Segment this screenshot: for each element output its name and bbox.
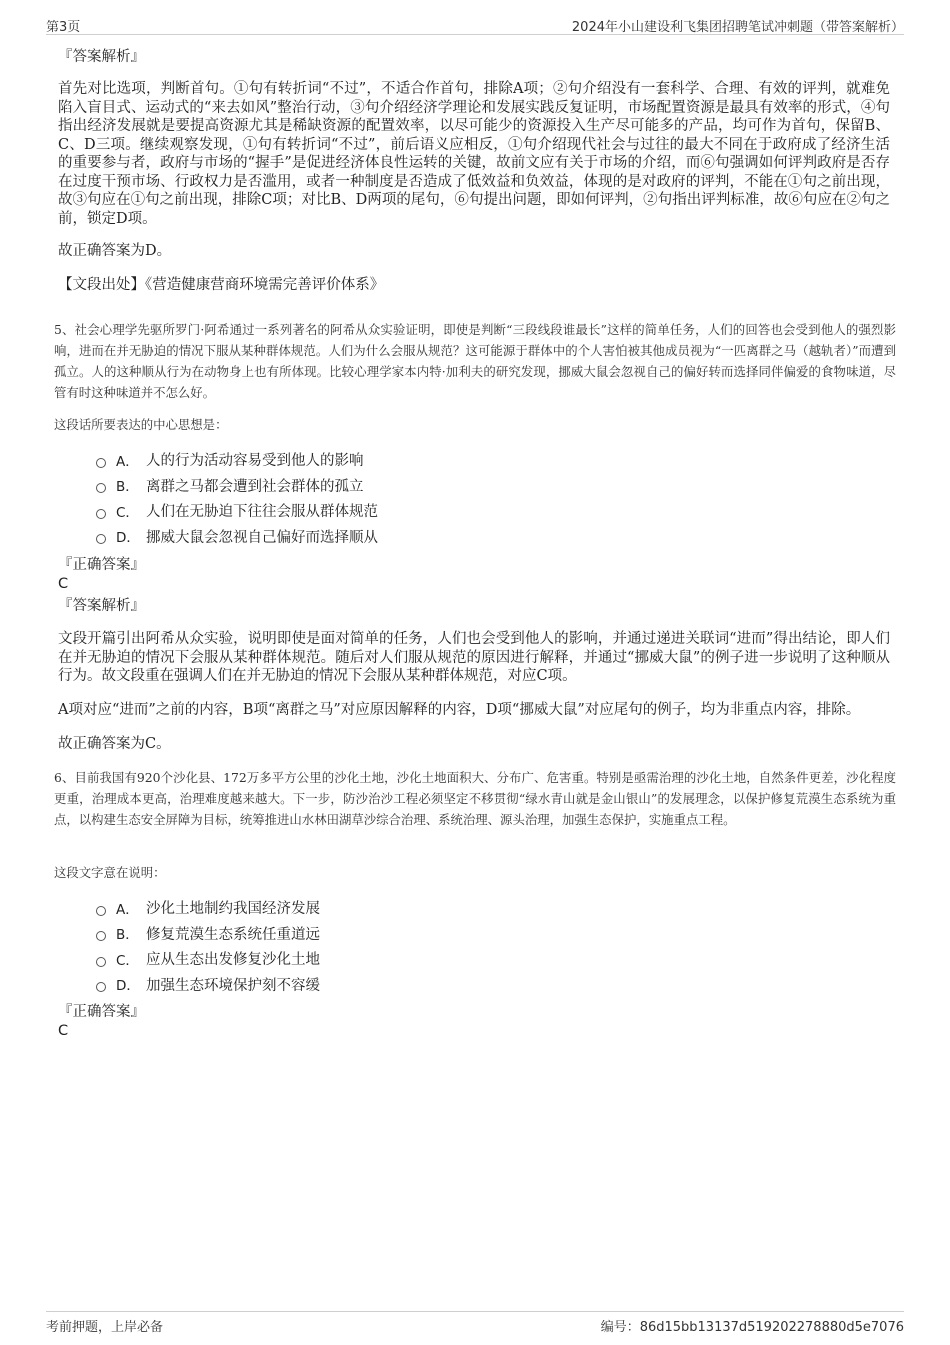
footer-slogan: 考前押题，上岸必备 [46,1320,164,1335]
option-text: 沙化土地制约我国经济发展 [146,901,320,918]
radio-button[interactable] [96,483,106,493]
option-text: 离群之马都会遭到社会群体的孤立 [146,478,364,495]
answer-value: C [58,576,69,592]
analysis-text: A项对应“进而”之前的内容，B项“离群之马”对应原因解释的内容，D项“挪威大鼠”对应尾句的例子，均为非重点内容，排除。 [58,702,861,718]
option-c[interactable] [96,946,320,972]
option-letter: C． [116,952,139,969]
option-b[interactable] [96,473,378,499]
question-6-options [96,895,320,997]
source-text: 【文段出处】《营造健康营商环境需完善评价体系》 [58,277,385,293]
option-text: 人的行为活动容易受到他人的影响 [146,453,364,470]
conclusion-text: 故正确答案为C。 [58,736,171,752]
option-letter: B． [116,479,139,496]
page-header [46,14,904,35]
option-letter: B． [116,927,139,944]
option-text: 挪威大鼠会忽视自己偏好而选择顺从 [146,529,378,546]
question-5-options [96,447,378,549]
answer-value: C [58,1023,69,1039]
radio-button[interactable] [96,957,106,967]
radio-button[interactable] [96,931,106,941]
option-c[interactable] [96,498,378,524]
radio-button[interactable] [96,534,106,544]
option-text: 人们在无胁迫下往往会服从群体规范 [146,504,378,521]
question-5-prompt: 这段话所要表达的中心思想是： [54,417,228,432]
document-title: 2024年小山建设利飞集团招聘笔试冲刺题（带答案解析） [571,20,904,35]
question-6-text: 6、目前我国有920个沙化县、172万多平方公里的沙化土地，沙化土地面积大、分布广、危害重。特别是亟需治理的沙化土地，自然条件更差，沙化程度更重，治理成本更高，治理难度越来越大。下一步，防沙治沙工程必须坚定不移贯彻“绿水青山就是金山银山”的发展理念，以保护修复荒漠生态系统为重点，以构建生态安全屏障为目标，统筹推进山水林田湖草沙综合治理、系统治理、源头治理，加强生态保护，实施重点工程。 [54,770,896,827]
analysis-text: 文段开篇引出阿希从众实验，说明即使是面对简单的任务，人们也会受到他人的影响，并通过递进关联词“进而”得出结论，即人们在并无胁迫的情况下会服从某种群体规范。随后对人们服从规范的原因进行解释，并通过“挪威大鼠”的例子进一步说明了这种顺从行为。故文段重在强调人们在并无胁迫的情况下会服从某种群体规范，对应C项。 [58,631,890,684]
option-text: 应从生态出发修复沙化土地 [146,952,320,969]
option-letter: A． [116,453,139,470]
radio-button[interactable] [96,509,106,519]
analysis-text: 首先对比选项，判断首句。①句有转折词“不过”，不适合作首句，排除A项；②句介绍没有一套科学、合理、有效的评判，就难免陷入盲目式、运动式的“来去如风”整治行动，③句介绍经济学理论和发展实践反复证明，市场配置资源是最具有效率的形式，④句指出经济发展就是要提高资源尤其是稀缺资源的配置效率，以尽可能少的资源投入生产尽可能多的产品，均可作为首句，保留B、C、D三项。继续观察发现，①句有转折词“不过”，前后语义应相反，①句介绍现代社会与过往的最大不同在于政府成了经济生活的重要参与者，政府与市场的“握手”是促进经济体良性运转的关键，故前文应有关于市场的介绍，而⑥句强调如何评判政府是否存在过度干预市场、行政权力是否滥用，或者一种制度是否造成了低效益和负效益，体现的是对政府的评判，不能在①句之前出现，故③句应在①句之前出现，排除C项；对比B、D两项的尾句，⑥句提出问题，即如何评判，②句指出评判标准，故⑥句应在②句之前，锁定D项。 [58,81,890,227]
option-b[interactable] [96,921,320,947]
conclusion-text: 故正确答案为D。 [58,243,172,259]
page-number: 第3页 [46,20,81,35]
document-id: 编号：86d15bb13137d519202278880d5e7076 [600,1320,904,1335]
question-6-prompt: 这段文字意在说明： [54,865,166,880]
option-text: 加强生态环境保护刻不容缓 [146,977,320,994]
question-5-text: 5、社会心理学先驱所罗门·阿希通过一系列著名的阿希从众实验证明，即使是判断“三段线段谁最长”这样的简单任务，人们的回答也会受到他人的强烈影响，进而在并无胁迫的情况下服从某种群体规范。人们为什么会服从规范？这可能源于群体中的个人害怕被其他成员视为“一匹离群之马（越轨者）”而遭到孤立。人的这种顺从行为在动物身上也有所体现。比较心理学家本内特·加利夫的研究发现，挪威大鼠会忽视自己的偏好转而选择同伴偏爱的食物味道，尽管有时这种味道并不怎么好。 [54,322,896,400]
analysis-label: 『答案解析』 [58,598,145,614]
answer-label: 『正确答案』 [58,1004,145,1020]
option-a[interactable] [96,895,320,921]
answer-label: 『正确答案』 [58,557,145,573]
option-a[interactable] [96,447,378,473]
radio-button[interactable] [96,906,106,916]
option-letter: D． [116,978,140,995]
option-text: 修复荒漠生态系统任重道远 [146,926,320,943]
analysis-label: 『答案解析』 [58,49,145,65]
radio-button[interactable] [96,982,106,992]
option-letter: A． [116,901,139,918]
option-letter: C． [116,504,139,521]
option-d[interactable] [96,524,378,550]
radio-button[interactable] [96,458,106,468]
option-letter: D． [116,530,140,547]
option-d[interactable] [96,972,320,998]
page-footer [46,1311,904,1336]
